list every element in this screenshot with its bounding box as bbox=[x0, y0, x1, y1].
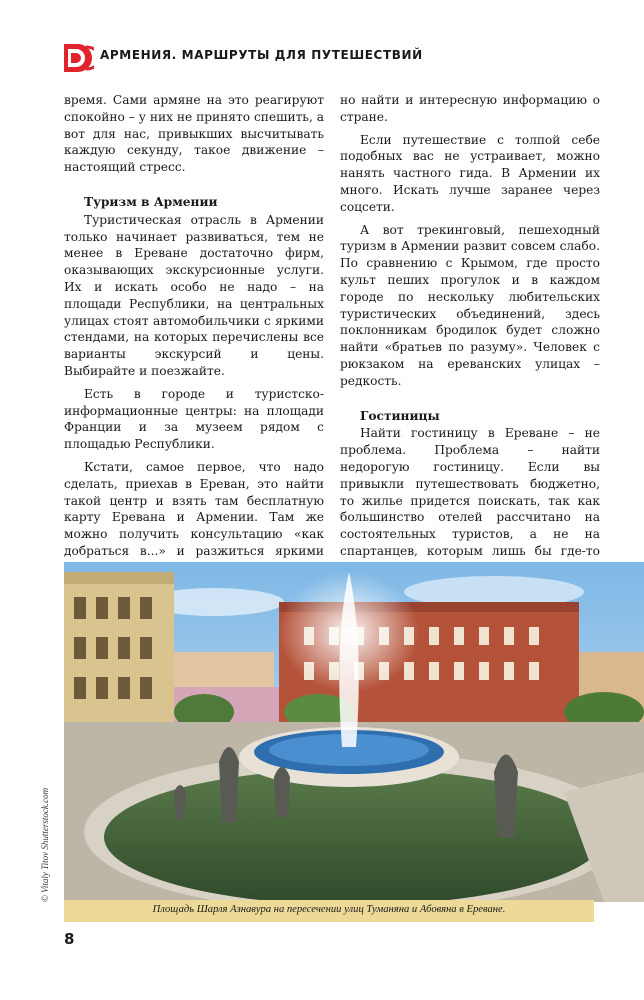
paragraph: Есть в городе и туристско-информационные центры: на площади Франции и за музеем рядом с площадью Республики. bbox=[64, 386, 324, 452]
text-column-left bbox=[64, 92, 324, 577]
photo-caption: Площадь Шарля Азнавура на пересечении улиц Туманяна и Абовяна в Ереване. bbox=[152, 904, 506, 915]
paragraph: Найти гостиницу в Ереване – не проблема. Проблема – найти недорогую гостиницу. Если вы привыкли путешествовать бюджетно, то жилье придется поискать, так как большинство отелей рассчитано на состоятельных туристов, а не на спартанцев, которым лишь бы где-то bbox=[340, 426, 600, 558]
paragraph: А вот трекинговый, пешеходный туризм в Армении развит совсем слабо. По сравнению с Крымом, где просто культ пеших прогулок и в каждом городе по нескольку любительских туристических объединений, здесь поклонникам бродилок будет сложно найти «братьев по разуму». Человек с рюкзаком на ереванских улицах – редкость. bbox=[340, 222, 600, 388]
section-heading-hotels: Гостиницы bbox=[360, 408, 440, 423]
paragraph: Если путешествие с толпой себе подобных вас не устраивает, можно нанять частного гида. В Армении их много. Искать лучше заранее через соцсети. bbox=[340, 132, 600, 214]
photo-credit: © Vitaly Titov Shutterstock.com bbox=[40, 787, 50, 902]
header-title: АРМЕНИЯ. МАРШРУТЫ ДЛЯ ПУТЕШЕСТВИЙ bbox=[100, 48, 423, 62]
publisher-logo-icon bbox=[64, 44, 94, 72]
paragraph: Кстати, самое первое, что надо сделать, приехав в Ереван, это найти такой центр и взять там бесплатную карту Еревана и Армении. Там же можно получить консультацию «как добраться в...» и разжиться яркими bbox=[64, 459, 324, 558]
caption-bar bbox=[64, 900, 594, 922]
running-header bbox=[64, 44, 624, 72]
paragraph: время. Сами армяне на это реагируют спокойно – у них не принято спешить, а вот для нас, привыкших высчитывать каждую секунду, такое движение – настоящий стресс. bbox=[64, 93, 324, 175]
paragraph: Туристическая отрасль в Армении только начинает развиваться, тем не менее в Ереване достаточно фирм, оказывающих экскурсионные услуги. Их и искать особо не надо – на площади Республики, на центральных улицах стоят автомобильчики с яркими стендами, на которых перечислены все варианты экскурсий и цены. Выбирайте и поезжайте. bbox=[64, 212, 324, 378]
page-number: 8 bbox=[64, 930, 75, 948]
paragraph: но найти и интересную информацию о стране. bbox=[340, 93, 600, 124]
section-heading-tourism: Туризм в Армении bbox=[84, 194, 218, 209]
text-column-right bbox=[340, 92, 600, 593]
fountain-photo bbox=[64, 562, 644, 902]
